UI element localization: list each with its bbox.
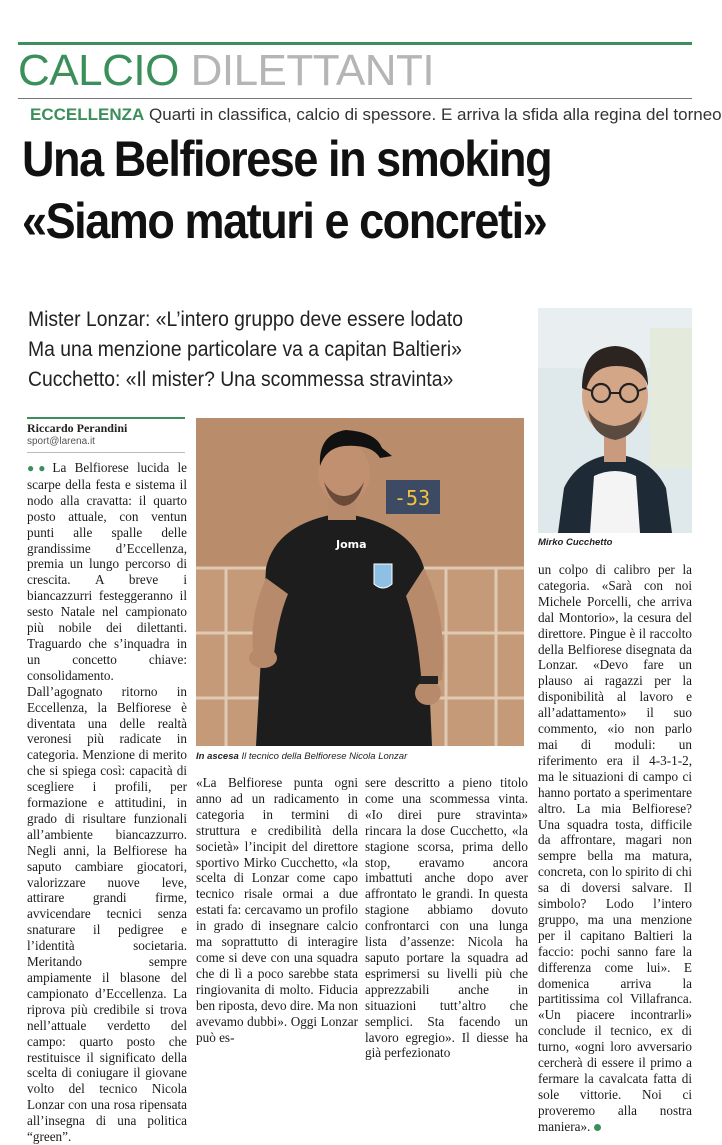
coach-caption — [196, 751, 526, 762]
lead-dots-icon: ●● — [27, 461, 50, 475]
article-column-2 — [196, 775, 358, 1045]
section-title-sub: DILETTANTI — [190, 46, 435, 95]
portrait-caption: Mirko Cucchetto — [538, 537, 613, 548]
headline-line-2: «Siamo maturi e concreti» — [22, 193, 547, 249]
kicker-tag: ECCELLENZA — [30, 105, 145, 124]
article-column-1 — [27, 460, 187, 1145]
coach-caption-lead: In ascesa — [196, 751, 239, 762]
kicker — [30, 104, 722, 126]
article-column-4 — [538, 562, 692, 1135]
byline-email: sport@larena.it — [27, 436, 95, 447]
coach-photo — [196, 418, 524, 746]
article-column-2-text: «La Belfiorese punta ogni anno ad un radicamento in categoria in termini di struttura e credibilità della società» l’incipit del direttore sportivo Mirko Cucchetto, «la scelta di Lonzar come capo tecnico risale ormai a due estati fa: cercavamo un profilo in grado di insegnare calcio ma soprattutto di interagire come si deve con una squadra che di lì a poco sarebbe stata ringiovanita di molto. Fiducia ben riposta, devo dire. Ma non avevamo dubbi». Oggi Lonzar può es- — [196, 775, 358, 1045]
scoreboard-text: -53 — [394, 486, 431, 510]
coach-caption-text: Il tecnico della Belfiorese Nicola Lonzar — [241, 751, 408, 762]
headline-line-1: Una Belfiorese in smoking — [22, 131, 552, 187]
section-top-rule — [18, 42, 692, 45]
section-divider — [18, 98, 692, 99]
subheadline-line-2: Ma una menzione particolare va a capitan Baltieri» — [28, 338, 462, 361]
shirt-brand-text: Joma — [336, 538, 367, 551]
article-column-4-text: un colpo di calibro per la categoria. «Sarà con noi Michele Porcelli, che arriva dal Montorio», la cesura del direttore. Pingue è il raccolto della Belfiorese disegnata da Lonzar. «Devo fare un plauso ai ragazzi per la disponibilità al lavoro e all’adattamento» il suo commento, «io non parlo mai di moduli: un riferimento era il 4-3-1-2, ma le situazioni di campo ci hanno portato a sperimentare altro. La mia Belfiorese? Una squadra tosta, difficile da affrontare, magari non sempre bella ma matura, concreta, con lo spirito di chi sa di doversi salvare. Il simbolo? Lodo l’intero gruppo, ma una menzione per il capitano Baltieri la faccio: pochi sanno fare la differenza come lui». E domenica arriva la partitissima col Villafranca. «Un piacere incontrarli» conclude il tecnico, ex di turno, «ogni loro avversario cercherà di essere il primo a fermare la cavalcata fatta di sole vittorie. Noi ci proveremo alla nostra maniera». — [538, 562, 692, 1134]
article-column-1-text: La Belfiorese lucida le scarpe della festa e sistema il nodo alla cravatta: il quarto posto attuale, con ventun punti alle spalle delle grandissime d’Eccellenza, premia un lungo percorso di crescita. A breve i biancazzurri festeggeranno il sesto Natale nel campionato più nobile dei dilettanti. Traguardo che s’inquadra in un concetto chiave: consolidamento. Dall’agognato ritorno in Eccellenza, la Belfiorese è diventata una delle realtà veronesi più radicate in categoria. Menzione di merito che si spiega così: capacità di scegliere i profili, per formazione e attitudini, in grado di risultare funzionali all’ambiente biancazzurro. Negli anni, la Belfiorese ha saputo cambiare giocatori, valorizzare nuove leve, attirare grandi firme, avvicendare tecnici senza snaturare il pedigree e l’identità societaria. Meritando sempre ampiamente il blasone del campionato d’Eccellenza. La riprova più credibile si trova nell’attuale verdetto del campo: quarto posto che restituisce il significato della scelta di coniugare il giovane volto del tecnico Nicola Lonzar con una rosa ripensata all’insegna di una politica “green”. — [27, 460, 187, 1145]
portrait-photo — [538, 308, 692, 533]
kicker-text: Quarti in classifica, calcio di spessore. E arriva la sfida alla regina del torneo — [149, 105, 722, 124]
subheadline — [28, 305, 488, 395]
subheadline-line-1: Mister Lonzar: «L’intero gruppo deve essere lodato — [28, 308, 463, 331]
coach-illustration — [196, 418, 524, 746]
top-margin — [0, 0, 710, 40]
subheadline-line-3: Cucchetto: «Il mister? Una scommessa stravinta» — [28, 368, 454, 391]
portrait-illustration — [538, 308, 692, 533]
end-of-article-icon — [594, 1124, 601, 1131]
section-title — [18, 46, 434, 96]
section-title-main: CALCIO — [18, 46, 179, 95]
article-column-3 — [365, 775, 528, 1061]
byline-divider — [27, 452, 185, 453]
byline-rule — [27, 417, 185, 419]
article-column-3-text: sere descritto a pieno titolo come una scommessa vinta. «Io direi pure stravinta» rincara la dose Cucchetto, «la stagione scorsa, prima dello stop, eravamo ancora imbattuti anche dopo aver affrontato le grandi. In questa stagione abbiamo dovuto confrontarci con una lunga lista d’assenze: Nicola ha saputo portare la squadra ad esprimersi su livelli più che apprezzabili anche in situazioni tutt’altro che semplici. Sta facendo un lavoro egregio». Il diesse ha già perfezionato — [365, 775, 528, 1061]
headline — [22, 128, 627, 252]
byline-author: Riccardo Perandini — [27, 421, 128, 435]
